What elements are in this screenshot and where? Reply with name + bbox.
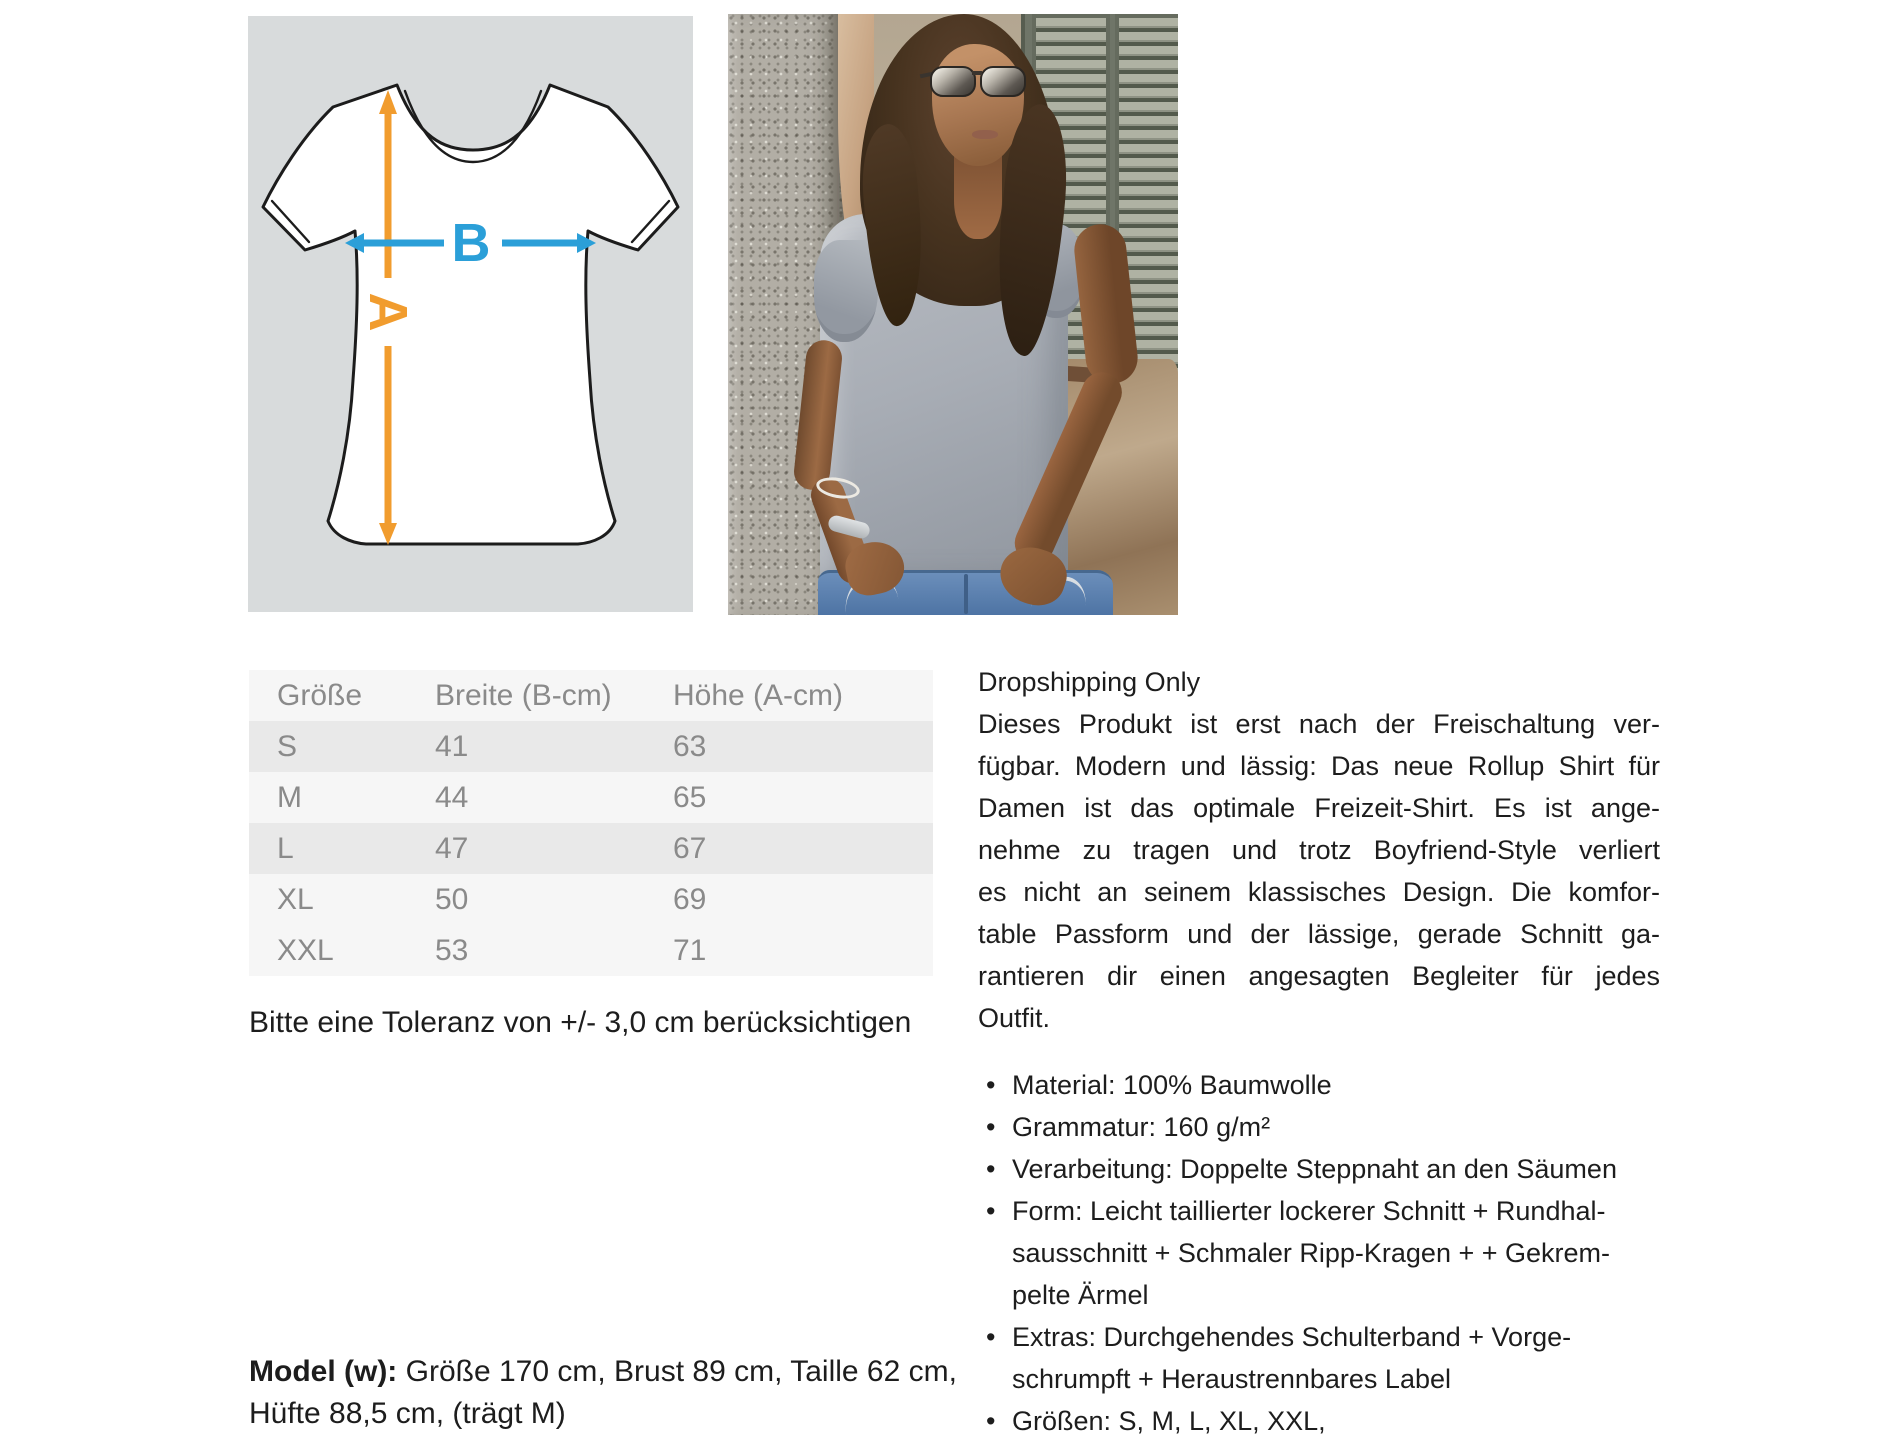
feature-text: Form: Leicht taillierter lockerer Schnitt + Rundhal- — [1012, 1196, 1606, 1226]
table-cell: 53 — [435, 933, 469, 967]
table-row — [249, 772, 933, 823]
feature-text: schrumpft + Heraustrennbares Label — [1012, 1364, 1451, 1394]
model-neck — [954, 154, 1002, 239]
table-cell: L — [277, 831, 294, 865]
feature-item — [978, 1106, 1660, 1148]
table-row — [249, 925, 933, 976]
tshirt-measure-diagram — [248, 16, 693, 612]
bullet-marker: • — [986, 1406, 996, 1436]
jeans-fly-seam — [964, 574, 968, 614]
size-table-header — [249, 670, 933, 721]
model-note-label: Model (w): — [249, 1355, 398, 1388]
paragraph-line: Damen ist das optimale Freizeit-Shirt. Es ist ange- — [978, 793, 1660, 823]
product-description — [978, 661, 1660, 1442]
feature-list — [978, 1064, 1660, 1442]
feature-text: Material: 100% Baumwolle — [1012, 1070, 1332, 1100]
sunglasses-bridge — [972, 71, 982, 75]
paragraph-line: fügbar. Modern und lässig: Das neue Rollup Shirt für — [978, 751, 1660, 781]
product-photo — [728, 14, 1178, 615]
table-cell: 65 — [673, 780, 707, 814]
bullet-marker: • — [986, 1070, 996, 1100]
paragraph-line: table Passform und der lässige, gerade Schnitt ga- — [978, 919, 1660, 949]
description-title: Dropshipping Only — [978, 667, 1201, 697]
paragraph-line: nehme zu tragen und trotz Boyfriend-Style verliert — [978, 835, 1660, 865]
bullet-marker: • — [986, 1196, 996, 1226]
feature-item — [978, 1316, 1660, 1358]
dimension-label-a: A — [358, 292, 418, 332]
bullet-marker: • — [986, 1322, 996, 1352]
size-diagram-panel — [248, 16, 693, 612]
table-cell: 44 — [435, 780, 469, 814]
size-table-rows — [249, 721, 933, 976]
feature-item — [978, 1064, 1660, 1106]
table-cell: S — [277, 729, 298, 763]
feature-text: Grammatur: 160 g/m² — [1012, 1112, 1271, 1142]
table-cell: 47 — [435, 831, 469, 865]
model-note-line2: Hüfte 88,5 cm, (trägt M) — [249, 1397, 566, 1430]
column-header-size: Größe — [277, 678, 363, 712]
model-note-line1-rest: Größe 170 cm, Brust 89 cm, Taille 62 cm, — [397, 1355, 957, 1388]
paragraph-line: Dieses Produkt ist erst nach der Freischaltung ver- — [978, 709, 1660, 739]
feature-item — [978, 1190, 1660, 1232]
feature-text: Verarbeitung: Doppelte Steppnaht an den Säumen — [1012, 1154, 1617, 1184]
description-paragraph — [978, 703, 1660, 1039]
table-row — [249, 874, 933, 925]
model-lips — [972, 130, 998, 139]
paragraph-line: es nicht an seinem klassisches Design. Die komfor- — [978, 877, 1660, 907]
model-measurements-note — [249, 1351, 957, 1435]
feature-text: Extras: Durchgehendes Schulterband + Vorge- — [1012, 1322, 1572, 1352]
paragraph-line: rantieren dir einen angesagten Begleiter für jedes — [978, 961, 1660, 991]
tolerance-note: Bitte eine Toleranz von +/- 3,0 cm berücksichtigen — [249, 1006, 912, 1039]
feature-text: pelte Ärmel — [1012, 1280, 1149, 1310]
dimension-label-b: B — [451, 213, 491, 273]
sunglasses-lens-right — [980, 66, 1026, 97]
model-note-line1 — [249, 1351, 957, 1393]
table-cell: XXL — [277, 933, 334, 967]
feature-item-continuation — [978, 1358, 1660, 1400]
bullet-marker: • — [986, 1112, 996, 1142]
feature-item-continuation — [978, 1274, 1660, 1316]
table-cell: XL — [277, 882, 314, 916]
table-cell: 63 — [673, 729, 707, 763]
column-header-height: Höhe (A-cm) — [673, 678, 844, 712]
table-cell: M — [277, 780, 302, 814]
feature-text: sausschnitt + Schmaler Ripp-Kragen + + Gekrem- — [1012, 1238, 1611, 1268]
table-row — [249, 721, 933, 772]
table-row — [249, 823, 933, 874]
size-table — [249, 670, 933, 976]
table-cell: 71 — [673, 933, 707, 967]
paragraph-line: Outfit. — [978, 1003, 1051, 1033]
tshirt-rolled-sleeve-left — [814, 240, 878, 342]
bullet-marker: • — [986, 1154, 996, 1184]
feature-item — [978, 1148, 1660, 1190]
table-cell: 41 — [435, 729, 469, 763]
sunglasses-lens-left — [930, 66, 976, 97]
sunglasses — [928, 66, 1028, 96]
table-cell: 67 — [673, 831, 707, 865]
tshirt-outline — [263, 85, 678, 544]
feature-text: Größen: S, M, L, XL, XXL, — [1012, 1406, 1326, 1436]
feature-item-continuation — [978, 1232, 1660, 1274]
table-cell: 69 — [673, 882, 707, 916]
table-cell: 50 — [435, 882, 469, 916]
feature-item — [978, 1400, 1660, 1442]
column-header-width: Breite (B-cm) — [435, 678, 612, 712]
